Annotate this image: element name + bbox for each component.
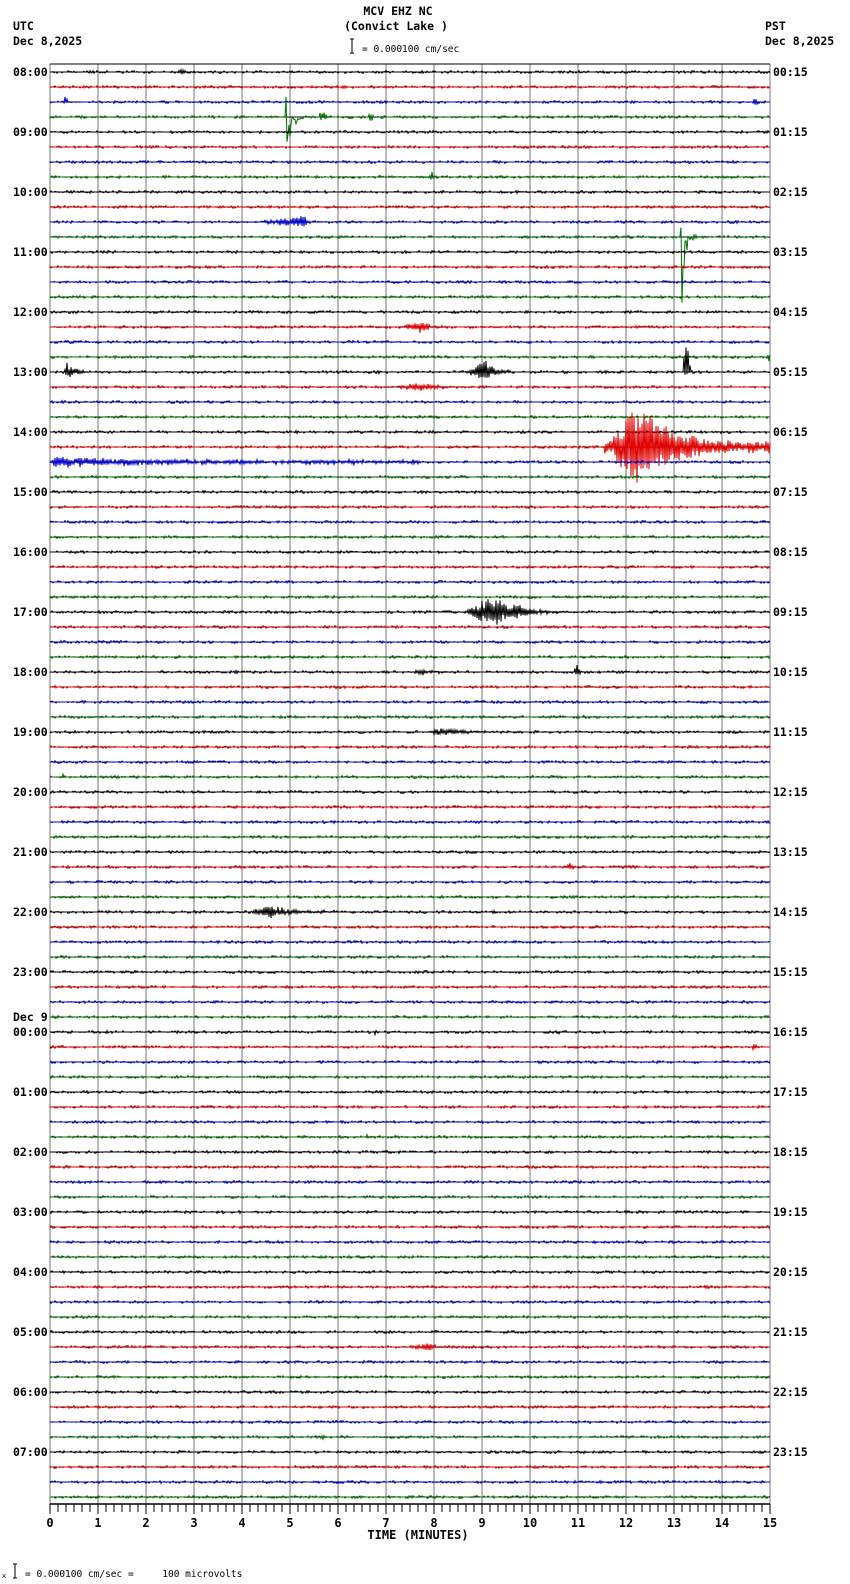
trace-row: [50, 1421, 770, 1424]
trace-signal: [50, 1031, 770, 1035]
right-timezone: PST: [765, 19, 786, 33]
trace-row: [50, 1361, 770, 1364]
pst-hour-label: 21:15: [773, 1325, 808, 1339]
pst-hour-label: 22:15: [773, 1385, 808, 1399]
trace-row: [50, 172, 770, 179]
x-tick-label: 5: [286, 1516, 294, 1530]
pst-hour-label: 05:15: [773, 365, 808, 379]
trace-signal: [50, 416, 770, 419]
trace-row: [50, 1151, 770, 1154]
utc-hour-label: 06:00: [13, 1385, 48, 1399]
trace-signal: [50, 191, 770, 194]
pst-hour-label: 12:15: [773, 785, 808, 799]
trace-row: [50, 97, 770, 142]
trace-signal: [50, 1211, 770, 1214]
pst-hour-label: 04:15: [773, 305, 808, 319]
trace-row: [50, 761, 770, 764]
trace-row: [50, 881, 770, 884]
trace-signal: [50, 296, 770, 299]
x-axis-label: TIME (MINUTES): [367, 1528, 469, 1542]
trace-row: [50, 536, 770, 539]
scale-text: = 0.000100 cm/sec: [362, 44, 460, 55]
trace-row: [50, 806, 770, 809]
trace-row: [50, 86, 770, 89]
trace-signal: [50, 341, 770, 344]
trace-row: [50, 1166, 770, 1169]
trace-signal: [50, 1061, 770, 1064]
trace-row: [50, 926, 770, 929]
trace-row: [50, 216, 770, 226]
trace-row: [50, 457, 770, 468]
trace-row: [50, 1211, 770, 1214]
trace-row: [50, 626, 770, 629]
trace-signal: [50, 1436, 770, 1440]
utc-hour-label: 02:00: [13, 1145, 48, 1159]
trace-signal: [50, 413, 770, 483]
right-date: Dec 8,2025: [765, 34, 835, 48]
trace-signal: [50, 746, 770, 749]
utc-hour-label: 20:00: [13, 785, 48, 799]
trace-signal: [50, 863, 770, 869]
trace-row: [50, 1256, 770, 1259]
trace-signal: [50, 1466, 770, 1469]
trace-signal: [50, 97, 770, 105]
trace-signal: [50, 311, 770, 314]
trace-row: [50, 1044, 770, 1049]
trace-row: [50, 641, 770, 644]
trace-signal: [50, 347, 770, 378]
trace-row: [50, 907, 770, 918]
trace-row: [50, 1391, 770, 1394]
trace-row: [50, 836, 770, 839]
pst-hour-label: 19:15: [773, 1205, 808, 1219]
utc-hour-label: 12:00: [13, 305, 48, 319]
trace-signal: [50, 1344, 770, 1351]
trace-row: [50, 476, 770, 479]
trace-signal: [50, 656, 770, 659]
pst-hour-label: 11:15: [773, 725, 808, 739]
x-tick-label: 12: [618, 1516, 634, 1530]
trace-row: [50, 566, 770, 569]
trace-row: [50, 581, 770, 584]
trace-row: [50, 383, 770, 391]
trace-row: [50, 521, 770, 524]
utc-hour-label: 13:00: [13, 365, 48, 379]
pst-hour-label: 00:15: [773, 65, 808, 79]
trace-signal: [50, 172, 770, 179]
trace-signal: [50, 131, 770, 134]
trace-row: [50, 70, 770, 75]
utc-hour-label: 14:00: [13, 425, 48, 439]
footer-scale-bar-icon: [13, 1564, 17, 1578]
trace-row: [50, 956, 770, 959]
trace-row: [50, 1016, 770, 1019]
x-tick-label: 2: [142, 1516, 150, 1530]
trace-row: [50, 281, 770, 284]
footer-scale-text: = 0.000100 cm/sec = 100 microvolts: [25, 1569, 243, 1580]
trace-row: [50, 1301, 770, 1304]
trace-row: [50, 701, 770, 704]
trace-row: [50, 1076, 770, 1079]
trace-signal: [50, 761, 770, 764]
footer-marker: x: [2, 1572, 7, 1580]
trace-signal: [50, 457, 770, 468]
trace-row: [50, 729, 770, 735]
trace-row: [50, 596, 770, 599]
trace-signal: [50, 1481, 770, 1484]
trace-row: [50, 1226, 770, 1229]
left-date: Dec 8,2025: [13, 34, 83, 48]
trace-row: [50, 1241, 770, 1244]
utc-hour-label: 01:00: [13, 1085, 48, 1099]
x-tick-label: 13: [666, 1516, 682, 1530]
pst-hour-label: 06:15: [773, 425, 808, 439]
x-tick-label: 6: [334, 1516, 342, 1530]
trace-row: [50, 161, 770, 164]
trace-row: [50, 431, 770, 434]
trace-row: [50, 416, 770, 419]
pst-hour-label: 15:15: [773, 965, 808, 979]
pst-hour-label: 10:15: [773, 665, 808, 679]
trace-row: [50, 1196, 770, 1199]
trace-row: [50, 1481, 770, 1484]
trace-row: [50, 1331, 770, 1334]
trace-row: [50, 1496, 770, 1499]
trace-row: [50, 1031, 770, 1035]
trace-signal: [50, 491, 770, 494]
trace-signal: [50, 774, 770, 778]
trace-signal: [50, 97, 770, 142]
utc-hour-labels: [13, 65, 48, 1459]
utc-hour-label: 11:00: [13, 245, 48, 259]
x-tick-label: 7: [382, 1516, 390, 1530]
trace-signal: [50, 1106, 770, 1109]
x-tick-label: 14: [714, 1516, 730, 1530]
trace-row: [50, 599, 770, 625]
trace-signal: [50, 665, 770, 675]
trace-row: [50, 791, 770, 794]
trace-row: [50, 1061, 770, 1064]
trace-row: [50, 413, 770, 483]
trace-row: [50, 1135, 770, 1139]
trace-row: [50, 863, 770, 869]
trace-signal: [50, 70, 770, 75]
utc-hour-label: 16:00: [13, 545, 48, 559]
trace-row: [50, 1451, 770, 1454]
trace-row: [50, 206, 770, 209]
pst-hour-label: 09:15: [773, 605, 808, 619]
trace-signal: [50, 323, 770, 333]
trace-row: [50, 146, 770, 149]
utc-hour-label: 00:00: [13, 1025, 48, 1039]
trace-row: [50, 1001, 770, 1004]
trace-row: [50, 665, 770, 675]
x-tick-label: 1: [94, 1516, 102, 1530]
trace-signal: [50, 851, 770, 854]
trace-signal: [50, 581, 770, 584]
scale-bar-icon: [350, 39, 354, 53]
trace-signal: [50, 1376, 770, 1379]
trace-row: [50, 1376, 770, 1379]
utc-hour-label: 04:00: [13, 1265, 48, 1279]
utc-hour-label: 15:00: [13, 485, 48, 499]
trace-row: [50, 1181, 770, 1184]
pst-hour-label: 17:15: [773, 1085, 808, 1099]
seismic-traces: [50, 70, 770, 1499]
trace-row: [50, 941, 770, 944]
station-location: (Convict Lake ): [344, 19, 448, 33]
trace-row: [50, 1406, 770, 1409]
trace-signal: [50, 1181, 770, 1184]
trace-row: [50, 355, 770, 361]
utc-hour-label: 19:00: [13, 725, 48, 739]
pst-hour-label: 18:15: [773, 1145, 808, 1159]
pst-hour-label: 02:15: [773, 185, 808, 199]
trace-signal: [50, 686, 770, 689]
utc-hour-label: 03:00: [13, 1205, 48, 1219]
trace-row: [50, 851, 770, 854]
utc-hour-label: 08:00: [13, 65, 48, 79]
x-tick-label: 8: [430, 1516, 438, 1530]
trace-row: [50, 551, 770, 554]
trace-signal: [50, 551, 770, 554]
utc-hour-label: 10:00: [13, 185, 48, 199]
trace-signal: [50, 1121, 770, 1124]
x-tick-label: 0: [46, 1516, 54, 1530]
trace-row: [50, 191, 770, 194]
x-tick-label: 10: [522, 1516, 538, 1530]
trace-row: [50, 323, 770, 333]
trace-row: [50, 131, 770, 134]
trace-row: [50, 266, 770, 269]
trace-row: [50, 506, 770, 509]
trace-signal: [50, 1196, 770, 1199]
trace-signal: [50, 1256, 770, 1259]
trace-signal: [50, 216, 770, 226]
trace-row: [50, 341, 770, 344]
pst-hour-label: 01:15: [773, 125, 808, 139]
pst-hour-labels: [773, 65, 808, 1459]
pst-hour-label: 23:15: [773, 1445, 808, 1459]
trace-row: [50, 686, 770, 689]
trace-row: [50, 971, 770, 974]
trace-signal: [50, 1226, 770, 1229]
trace-signal: [50, 1406, 770, 1409]
time-axis: [46, 1504, 777, 1530]
pst-hour-label: 07:15: [773, 485, 808, 499]
trace-row: [50, 1344, 770, 1351]
trace-row: [50, 296, 770, 299]
pst-hour-label: 20:15: [773, 1265, 808, 1279]
pst-hour-label: 08:15: [773, 545, 808, 559]
trace-row: [50, 1091, 770, 1094]
trace-signal: [50, 228, 770, 303]
utc-hour-label: 17:00: [13, 605, 48, 619]
trace-row: [50, 1271, 770, 1274]
x-tick-label: 15: [762, 1516, 778, 1530]
trace-row: [50, 1286, 770, 1289]
trace-row: [50, 251, 770, 254]
trace-row: [50, 1106, 770, 1109]
trace-signal: [50, 506, 770, 509]
left-timezone: UTC: [13, 19, 34, 33]
trace-row: [50, 347, 770, 378]
trace-row: [50, 821, 770, 824]
utc-hour-label: 22:00: [13, 905, 48, 919]
trace-row: [50, 1466, 770, 1469]
x-tick-label: 9: [478, 1516, 486, 1530]
trace-row: [50, 1121, 770, 1124]
trace-row: [50, 986, 770, 989]
trace-signal: [50, 986, 770, 989]
pst-hour-label: 16:15: [773, 1025, 808, 1039]
trace-row: [50, 1316, 770, 1319]
trace-signal: [50, 86, 770, 89]
trace-row: [50, 401, 770, 404]
pst-hour-label: 03:15: [773, 245, 808, 259]
utc-hour-label: 21:00: [13, 845, 48, 859]
trace-row: [50, 746, 770, 749]
trace-signal: [50, 926, 770, 929]
trace-row: [50, 896, 770, 899]
trace-signal: [50, 161, 770, 164]
trace-row: [50, 228, 770, 303]
trace-row: [50, 491, 770, 494]
utc-hour-label: 09:00: [13, 125, 48, 139]
station-title: MCV EHZ NC: [363, 4, 433, 18]
pst-hour-label: 13:15: [773, 845, 808, 859]
trace-row: [50, 774, 770, 778]
trace-signal: [50, 566, 770, 569]
utc-hour-label: 07:00: [13, 1445, 48, 1459]
trace-row: [50, 1436, 770, 1440]
trace-signal: [50, 206, 770, 209]
trace-signal: [50, 355, 770, 361]
pst-hour-label: 14:15: [773, 905, 808, 919]
x-tick-label: 3: [190, 1516, 198, 1530]
trace-row: [50, 716, 770, 719]
utc-hour-label: Dec 9: [13, 1010, 48, 1024]
trace-signal: [50, 1496, 770, 1499]
trace-row: [50, 97, 770, 105]
trace-signal: [50, 1316, 770, 1319]
utc-hour-label: 18:00: [13, 665, 48, 679]
utc-hour-label: 05:00: [13, 1325, 48, 1339]
trace-row: [50, 311, 770, 314]
x-tick-label: 11: [570, 1516, 586, 1530]
trace-row: [50, 656, 770, 659]
utc-hour-label: 23:00: [13, 965, 48, 979]
x-tick-label: 4: [238, 1516, 246, 1530]
